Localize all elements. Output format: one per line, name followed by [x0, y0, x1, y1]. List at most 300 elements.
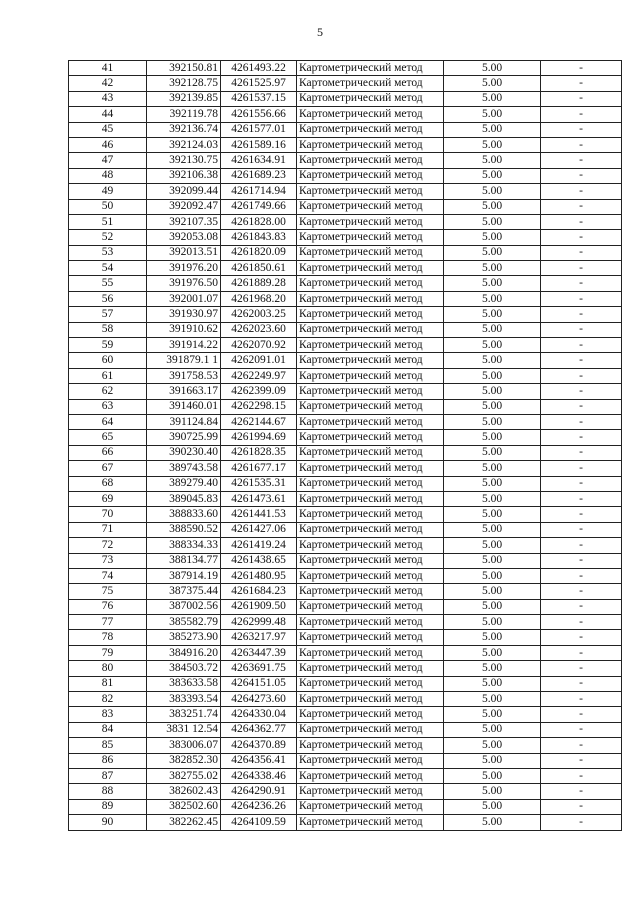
precision-cell: 5.00: [444, 722, 541, 737]
x-coordinate-cell: 392150.81: [147, 61, 221, 76]
y-coordinate-cell: 4264290.91: [221, 784, 297, 799]
y-coordinate-cell: 4261749.66: [221, 199, 297, 214]
precision-cell: 5.00: [444, 245, 541, 260]
point-number-cell: 69: [69, 491, 147, 506]
method-cell: Картометрический метод: [297, 615, 444, 630]
precision-cell: 5.00: [444, 553, 541, 568]
x-coordinate-cell: 383633.58: [147, 676, 221, 691]
y-coordinate-cell: 4264330.04: [221, 707, 297, 722]
method-cell: Картометрический метод: [297, 522, 444, 537]
precision-cell: 5.00: [444, 107, 541, 122]
table-row: [69, 307, 622, 322]
point-number-cell: 41: [69, 61, 147, 76]
description-cell: -: [541, 184, 622, 199]
y-coordinate-cell: 4262298.15: [221, 399, 297, 414]
point-number-cell: 71: [69, 522, 147, 537]
point-number-cell: 84: [69, 722, 147, 737]
description-cell: -: [541, 368, 622, 383]
precision-cell: 5.00: [444, 307, 541, 322]
x-coordinate-cell: 392130.75: [147, 153, 221, 168]
point-number-cell: 42: [69, 76, 147, 91]
table-row: [69, 568, 622, 583]
x-coordinate-cell: 389045.83: [147, 491, 221, 506]
x-coordinate-cell: 384916.20: [147, 645, 221, 660]
point-number-cell: 45: [69, 122, 147, 137]
method-cell: Картометрический метод: [297, 815, 444, 830]
y-coordinate-cell: 4264338.46: [221, 768, 297, 783]
x-coordinate-cell: 388833.60: [147, 507, 221, 522]
table-row: [69, 368, 622, 383]
table-row: [69, 261, 622, 276]
point-number-cell: 46: [69, 137, 147, 152]
x-coordinate-cell: 391124.84: [147, 414, 221, 429]
x-coordinate-cell: 392107.35: [147, 214, 221, 229]
x-coordinate-cell: 387002.56: [147, 599, 221, 614]
table-row: [69, 184, 622, 199]
precision-cell: 5.00: [444, 291, 541, 306]
x-coordinate-cell: 392124.03: [147, 137, 221, 152]
table-row: [69, 722, 622, 737]
x-coordinate-cell: 392053.08: [147, 230, 221, 245]
description-cell: -: [541, 137, 622, 152]
y-coordinate-cell: 4262249.97: [221, 368, 297, 383]
y-coordinate-cell: 4261441.53: [221, 507, 297, 522]
description-cell: -: [541, 522, 622, 537]
table-row: [69, 491, 622, 506]
table-row: [69, 445, 622, 460]
method-cell: Картометрический метод: [297, 707, 444, 722]
x-coordinate-cell: 385582.79: [147, 615, 221, 630]
y-coordinate-cell: 4262999.48: [221, 615, 297, 630]
precision-cell: 5.00: [444, 445, 541, 460]
x-coordinate-cell: 383393.54: [147, 692, 221, 707]
point-number-cell: 70: [69, 507, 147, 522]
y-coordinate-cell: 4264273.60: [221, 692, 297, 707]
y-coordinate-cell: 4263691.75: [221, 661, 297, 676]
x-coordinate-cell: 382262.45: [147, 815, 221, 830]
description-cell: -: [541, 291, 622, 306]
table-row: [69, 168, 622, 183]
description-cell: -: [541, 168, 622, 183]
precision-cell: 5.00: [444, 707, 541, 722]
table-row: [69, 553, 622, 568]
precision-cell: 5.00: [444, 322, 541, 337]
x-coordinate-cell: 392099.44: [147, 184, 221, 199]
precision-cell: 5.00: [444, 799, 541, 814]
description-cell: -: [541, 615, 622, 630]
method-cell: Картометрический метод: [297, 661, 444, 676]
y-coordinate-cell: 4261480.95: [221, 568, 297, 583]
point-number-cell: 85: [69, 738, 147, 753]
table-row: [69, 430, 622, 445]
method-cell: Картометрический метод: [297, 61, 444, 76]
x-coordinate-cell: 391930.97: [147, 307, 221, 322]
y-coordinate-cell: 4261438.65: [221, 553, 297, 568]
point-number-cell: 80: [69, 661, 147, 676]
y-coordinate-cell: 4261889.28: [221, 276, 297, 291]
coordinates-table-body: [69, 61, 622, 831]
description-cell: -: [541, 245, 622, 260]
x-coordinate-cell: 387914.19: [147, 568, 221, 583]
point-number-cell: 74: [69, 568, 147, 583]
table-row: [69, 245, 622, 260]
y-coordinate-cell: 4261589.16: [221, 137, 297, 152]
y-coordinate-cell: 4264236.26: [221, 799, 297, 814]
y-coordinate-cell: 4261968.20: [221, 291, 297, 306]
x-coordinate-cell: 392139.85: [147, 91, 221, 106]
description-cell: -: [541, 599, 622, 614]
table-row: [69, 522, 622, 537]
description-cell: -: [541, 692, 622, 707]
point-number-cell: 48: [69, 168, 147, 183]
description-cell: -: [541, 214, 622, 229]
y-coordinate-cell: 4264370.89: [221, 738, 297, 753]
table-row: [69, 338, 622, 353]
precision-cell: 5.00: [444, 368, 541, 383]
y-coordinate-cell: 4261994.69: [221, 430, 297, 445]
description-cell: -: [541, 199, 622, 214]
table-row: [69, 630, 622, 645]
y-coordinate-cell: 4262399.09: [221, 384, 297, 399]
precision-cell: 5.00: [444, 276, 541, 291]
description-cell: -: [541, 676, 622, 691]
precision-cell: 5.00: [444, 384, 541, 399]
description-cell: -: [541, 507, 622, 522]
description-cell: -: [541, 276, 622, 291]
x-coordinate-cell: 387375.44: [147, 584, 221, 599]
description-cell: -: [541, 461, 622, 476]
precision-cell: 5.00: [444, 338, 541, 353]
y-coordinate-cell: 4261473.61: [221, 491, 297, 506]
x-coordinate-cell: 388334.33: [147, 538, 221, 553]
x-coordinate-cell: 391976.20: [147, 261, 221, 276]
precision-cell: 5.00: [444, 199, 541, 214]
table-row: [69, 353, 622, 368]
point-number-cell: 56: [69, 291, 147, 306]
table-row: [69, 384, 622, 399]
precision-cell: 5.00: [444, 692, 541, 707]
description-cell: -: [541, 784, 622, 799]
x-coordinate-cell: 390725.99: [147, 430, 221, 445]
description-cell: -: [541, 738, 622, 753]
point-number-cell: 82: [69, 692, 147, 707]
method-cell: Картометрический метод: [297, 245, 444, 260]
x-coordinate-cell: 392092.47: [147, 199, 221, 214]
description-cell: -: [541, 353, 622, 368]
precision-cell: 5.00: [444, 538, 541, 553]
method-cell: Картометрический метод: [297, 461, 444, 476]
method-cell: Картометрический метод: [297, 276, 444, 291]
x-coordinate-cell: 390230.40: [147, 445, 221, 460]
description-cell: -: [541, 815, 622, 830]
x-coordinate-cell: 392128.75: [147, 76, 221, 91]
x-coordinate-cell: 392119.78: [147, 107, 221, 122]
precision-cell: 5.00: [444, 353, 541, 368]
point-number-cell: 89: [69, 799, 147, 814]
precision-cell: 5.00: [444, 430, 541, 445]
table-row: [69, 153, 622, 168]
method-cell: Картометрический метод: [297, 353, 444, 368]
method-cell: Картометрический метод: [297, 676, 444, 691]
table-row: [69, 507, 622, 522]
method-cell: Картометрический метод: [297, 630, 444, 645]
table-row: [69, 584, 622, 599]
table-row: [69, 107, 622, 122]
y-coordinate-cell: 4261556.66: [221, 107, 297, 122]
y-coordinate-cell: 4262023.60: [221, 322, 297, 337]
point-number-cell: 64: [69, 414, 147, 429]
point-number-cell: 49: [69, 184, 147, 199]
precision-cell: 5.00: [444, 815, 541, 830]
x-coordinate-cell: 391758.53: [147, 368, 221, 383]
description-cell: -: [541, 799, 622, 814]
precision-cell: 5.00: [444, 414, 541, 429]
precision-cell: 5.00: [444, 630, 541, 645]
method-cell: Картометрический метод: [297, 692, 444, 707]
y-coordinate-cell: 4264151.05: [221, 676, 297, 691]
method-cell: Картометрический метод: [297, 445, 444, 460]
point-number-cell: 77: [69, 615, 147, 630]
point-number-cell: 58: [69, 322, 147, 337]
description-cell: -: [541, 722, 622, 737]
point-number-cell: 66: [69, 445, 147, 460]
precision-cell: 5.00: [444, 768, 541, 783]
description-cell: -: [541, 753, 622, 768]
table-row: [69, 676, 622, 691]
x-coordinate-cell: 384503.72: [147, 661, 221, 676]
precision-cell: 5.00: [444, 661, 541, 676]
y-coordinate-cell: 4262003.25: [221, 307, 297, 322]
point-number-cell: 55: [69, 276, 147, 291]
description-cell: -: [541, 322, 622, 337]
y-coordinate-cell: 4261577.01: [221, 122, 297, 137]
precision-cell: 5.00: [444, 168, 541, 183]
point-number-cell: 52: [69, 230, 147, 245]
table-row: [69, 615, 622, 630]
precision-cell: 5.00: [444, 784, 541, 799]
method-cell: Картометрический метод: [297, 414, 444, 429]
x-coordinate-cell: 391460.01: [147, 399, 221, 414]
point-number-cell: 59: [69, 338, 147, 353]
table-row: [69, 538, 622, 553]
precision-cell: 5.00: [444, 184, 541, 199]
description-cell: -: [541, 445, 622, 460]
table-row: [69, 645, 622, 660]
table-row: [69, 76, 622, 91]
table-row: [69, 661, 622, 676]
table-row: [69, 137, 622, 152]
point-number-cell: 87: [69, 768, 147, 783]
description-cell: -: [541, 261, 622, 276]
point-number-cell: 44: [69, 107, 147, 122]
point-number-cell: 60: [69, 353, 147, 368]
table-row: [69, 122, 622, 137]
table-row: [69, 784, 622, 799]
y-coordinate-cell: 4261427.06: [221, 522, 297, 537]
method-cell: Картометрический метод: [297, 738, 444, 753]
precision-cell: 5.00: [444, 230, 541, 245]
method-cell: Картометрический метод: [297, 553, 444, 568]
method-cell: Картометрический метод: [297, 322, 444, 337]
y-coordinate-cell: 4261843.83: [221, 230, 297, 245]
method-cell: Картометрический метод: [297, 799, 444, 814]
method-cell: Картометрический метод: [297, 722, 444, 737]
method-cell: Картометрический метод: [297, 430, 444, 445]
point-number-cell: 86: [69, 753, 147, 768]
table-row: [69, 461, 622, 476]
y-coordinate-cell: 4261909.50: [221, 599, 297, 614]
y-coordinate-cell: 4261634.91: [221, 153, 297, 168]
precision-cell: 5.00: [444, 214, 541, 229]
page-number: 5: [317, 25, 323, 39]
precision-cell: 5.00: [444, 568, 541, 583]
y-coordinate-cell: 4261850.61: [221, 261, 297, 276]
precision-cell: 5.00: [444, 753, 541, 768]
method-cell: Картометрический метод: [297, 230, 444, 245]
method-cell: Картометрический метод: [297, 184, 444, 199]
x-coordinate-cell: 3831 12.54: [147, 722, 221, 737]
x-coordinate-cell: 383251.74: [147, 707, 221, 722]
x-coordinate-cell: 391914.22: [147, 338, 221, 353]
point-number-cell: 47: [69, 153, 147, 168]
precision-cell: 5.00: [444, 261, 541, 276]
y-coordinate-cell: 4262091.01: [221, 353, 297, 368]
precision-cell: 5.00: [444, 645, 541, 660]
table-row: [69, 707, 622, 722]
point-number-cell: 62: [69, 384, 147, 399]
x-coordinate-cell: 382602.43: [147, 784, 221, 799]
table-row: [69, 692, 622, 707]
y-coordinate-cell: 4261714.94: [221, 184, 297, 199]
precision-cell: 5.00: [444, 61, 541, 76]
method-cell: Картометрический метод: [297, 122, 444, 137]
description-cell: -: [541, 707, 622, 722]
y-coordinate-cell: 4261689.23: [221, 168, 297, 183]
point-number-cell: 65: [69, 430, 147, 445]
x-coordinate-cell: 392106.38: [147, 168, 221, 183]
y-coordinate-cell: 4264356.41: [221, 753, 297, 768]
x-coordinate-cell: 391976.50: [147, 276, 221, 291]
x-coordinate-cell: 385273.90: [147, 630, 221, 645]
y-coordinate-cell: 4261828.35: [221, 445, 297, 460]
point-number-cell: 57: [69, 307, 147, 322]
y-coordinate-cell: 4261677.17: [221, 461, 297, 476]
description-cell: -: [541, 307, 622, 322]
precision-cell: 5.00: [444, 599, 541, 614]
description-cell: -: [541, 430, 622, 445]
method-cell: Картометрический метод: [297, 599, 444, 614]
method-cell: Картометрический метод: [297, 199, 444, 214]
method-cell: Картометрический метод: [297, 76, 444, 91]
point-number-cell: 68: [69, 476, 147, 491]
precision-cell: 5.00: [444, 584, 541, 599]
method-cell: Картометрический метод: [297, 568, 444, 583]
precision-cell: 5.00: [444, 615, 541, 630]
table-row: [69, 61, 622, 76]
method-cell: Картометрический метод: [297, 91, 444, 106]
description-cell: -: [541, 538, 622, 553]
precision-cell: 5.00: [444, 461, 541, 476]
point-number-cell: 73: [69, 553, 147, 568]
precision-cell: 5.00: [444, 491, 541, 506]
point-number-cell: 79: [69, 645, 147, 660]
description-cell: -: [541, 584, 622, 599]
x-coordinate-cell: 392136.74: [147, 122, 221, 137]
precision-cell: 5.00: [444, 476, 541, 491]
method-cell: Картометрический метод: [297, 291, 444, 306]
description-cell: -: [541, 414, 622, 429]
precision-cell: 5.00: [444, 153, 541, 168]
table-row: [69, 768, 622, 783]
description-cell: -: [541, 630, 622, 645]
y-coordinate-cell: 4263217.97: [221, 630, 297, 645]
y-coordinate-cell: 4261535.31: [221, 476, 297, 491]
method-cell: Картометрический метод: [297, 338, 444, 353]
y-coordinate-cell: 4264362.77: [221, 722, 297, 737]
precision-cell: 5.00: [444, 122, 541, 137]
point-number-cell: 81: [69, 676, 147, 691]
description-cell: -: [541, 61, 622, 76]
y-coordinate-cell: 4261493.22: [221, 61, 297, 76]
table-row: [69, 230, 622, 245]
method-cell: Картометрический метод: [297, 107, 444, 122]
description-cell: -: [541, 107, 622, 122]
description-cell: -: [541, 338, 622, 353]
x-coordinate-cell: 388590.52: [147, 522, 221, 537]
method-cell: Картометрический метод: [297, 538, 444, 553]
description-cell: -: [541, 153, 622, 168]
description-cell: -: [541, 384, 622, 399]
method-cell: Картометрический метод: [297, 368, 444, 383]
precision-cell: 5.00: [444, 399, 541, 414]
x-coordinate-cell: 391663.17: [147, 384, 221, 399]
table-row: [69, 476, 622, 491]
precision-cell: 5.00: [444, 91, 541, 106]
method-cell: Картометрический метод: [297, 753, 444, 768]
x-coordinate-cell: 382755.02: [147, 768, 221, 783]
y-coordinate-cell: 4261820.09: [221, 245, 297, 260]
description-cell: -: [541, 230, 622, 245]
point-number-cell: 43: [69, 91, 147, 106]
point-number-cell: 61: [69, 368, 147, 383]
method-cell: Картометрический метод: [297, 476, 444, 491]
description-cell: -: [541, 645, 622, 660]
x-coordinate-cell: 392013.51: [147, 245, 221, 260]
x-coordinate-cell: 391910.62: [147, 322, 221, 337]
method-cell: Картометрический метод: [297, 137, 444, 152]
table-row: [69, 815, 622, 830]
method-cell: Картометрический метод: [297, 307, 444, 322]
y-coordinate-cell: 4263447.39: [221, 645, 297, 660]
method-cell: Картометрический метод: [297, 584, 444, 599]
coordinates-table: [68, 60, 622, 831]
table-row: [69, 291, 622, 306]
description-cell: -: [541, 76, 622, 91]
table-row: [69, 214, 622, 229]
y-coordinate-cell: 4261828.00: [221, 214, 297, 229]
table-row: [69, 399, 622, 414]
description-cell: -: [541, 91, 622, 106]
point-number-cell: 51: [69, 214, 147, 229]
y-coordinate-cell: 4261419.24: [221, 538, 297, 553]
method-cell: Картометрический метод: [297, 153, 444, 168]
x-coordinate-cell: 382502.60: [147, 799, 221, 814]
method-cell: Картометрический метод: [297, 214, 444, 229]
x-coordinate-cell: 388134.77: [147, 553, 221, 568]
x-coordinate-cell: 389279.40: [147, 476, 221, 491]
x-coordinate-cell: 382852.30: [147, 753, 221, 768]
point-number-cell: 88: [69, 784, 147, 799]
